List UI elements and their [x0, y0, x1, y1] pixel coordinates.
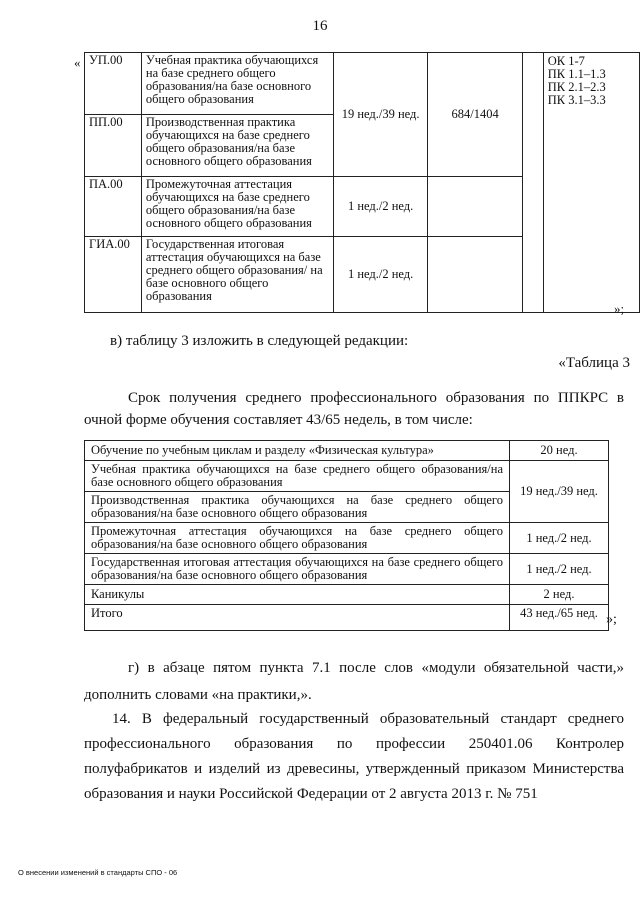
- merged-duration: 19 нед./39 нед.: [333, 53, 427, 177]
- paragraph-duration: Срок получения среднего профессионального образования по ППКРС в очной форме обучения составляет 43/65 недель, в том числе:: [84, 390, 624, 428]
- row-code: ГИА.00: [85, 237, 142, 313]
- row-desc: Учебная практика обучающихся на базе среднего общего образования/на базе основного общего образования: [85, 461, 510, 492]
- row-name: Производственная практика обучающихся на базе среднего общего образования/на базе основного общего образования: [141, 115, 333, 177]
- competency: ОК 1-7: [547, 54, 585, 68]
- paragraph-g: г) в абзаце пятом пункта 7.1 после слов «модули обязательной части,» дополнить словами «на практики,».: [84, 660, 624, 703]
- row-name: Государственная итоговая аттестация обучающихся на базе среднего общего образования/ на базе основного общего образования: [141, 237, 333, 313]
- row-name: Учебная практика обучающихся на базе среднего общего образования/на базе основного общего образования: [141, 53, 333, 115]
- row-desc: Промежуточная аттестация обучающихся на базе среднего общего образования/на базе основного общего образования: [85, 523, 510, 554]
- row-desc: Обучение по учебным циклам и разделу «Физическая культура»: [85, 441, 510, 461]
- row-value: 2 нед.: [510, 585, 609, 605]
- row-desc: Государственная итоговая аттестация обучающихся на базе среднего общего образования/на базе основного общего образования: [85, 554, 510, 585]
- merged-value: 19 нед./39 нед.: [510, 461, 609, 523]
- competency: ПК 3.1–3.3: [547, 93, 606, 107]
- page-number: 16: [312, 18, 328, 34]
- row-value: 1 нед./2 нед.: [510, 554, 609, 585]
- competency: ПК 1.1–1.3: [547, 67, 606, 81]
- table-row: [85, 585, 609, 605]
- merged-hours: 684/1404: [428, 53, 523, 177]
- table-row: [85, 461, 609, 492]
- row-desc: Производственная практика обучающихся на базе среднего общего образования/на базе основного общего образования: [85, 492, 510, 523]
- row-hours: [428, 237, 523, 313]
- row-value: 43 нед./65 нед.: [510, 605, 609, 631]
- row-value: 1 нед./2 нед.: [510, 523, 609, 554]
- table3-close-quote: »;: [606, 612, 617, 627]
- row-desc: Каникулы: [85, 585, 510, 605]
- practice-table: [84, 52, 640, 313]
- duration-table: [84, 440, 609, 631]
- table3-label: «Таблица 3: [558, 355, 630, 371]
- paragraph-v: в) таблицу 3 изложить в следующей редакции:: [110, 333, 409, 349]
- table-row: [85, 53, 640, 115]
- row-code: ПА.00: [85, 177, 142, 237]
- competencies-cell: [543, 53, 639, 313]
- row-value: 20 нед.: [510, 441, 609, 461]
- table1-close-quote: »;: [614, 301, 625, 316]
- table-row: [85, 605, 609, 631]
- row-desc: Итого: [85, 605, 510, 631]
- footer-note: О внесении изменений в стандарты СПО - 06: [18, 868, 178, 877]
- row-hours: [428, 177, 523, 237]
- row-duration: 1 нед./2 нед.: [333, 237, 427, 313]
- row-code: УП.00: [85, 53, 142, 115]
- table1-open-quote: «: [74, 55, 81, 70]
- paragraph-14: 14. В федеральный государственный образовательный стандарт среднего профессионального образования по профессии 250401.06 Контролер полуфабрикатов и изделий из древесины, утвержденный приказом Министерства образования и науки Российской Федерации от 2 августа 2013 г. № 751: [84, 711, 624, 802]
- empty-cell: [522, 53, 543, 313]
- table-row: [85, 523, 609, 554]
- row-name: Промежуточная аттестация обучающихся на базе среднего общего образования/на базе основного общего образования: [141, 177, 333, 237]
- table-row: [85, 441, 609, 461]
- row-duration: 1 нед./2 нед.: [333, 177, 427, 237]
- table-row: [85, 554, 609, 585]
- row-code: ПП.00: [85, 115, 142, 177]
- competency: ПК 2.1–2.3: [547, 80, 606, 94]
